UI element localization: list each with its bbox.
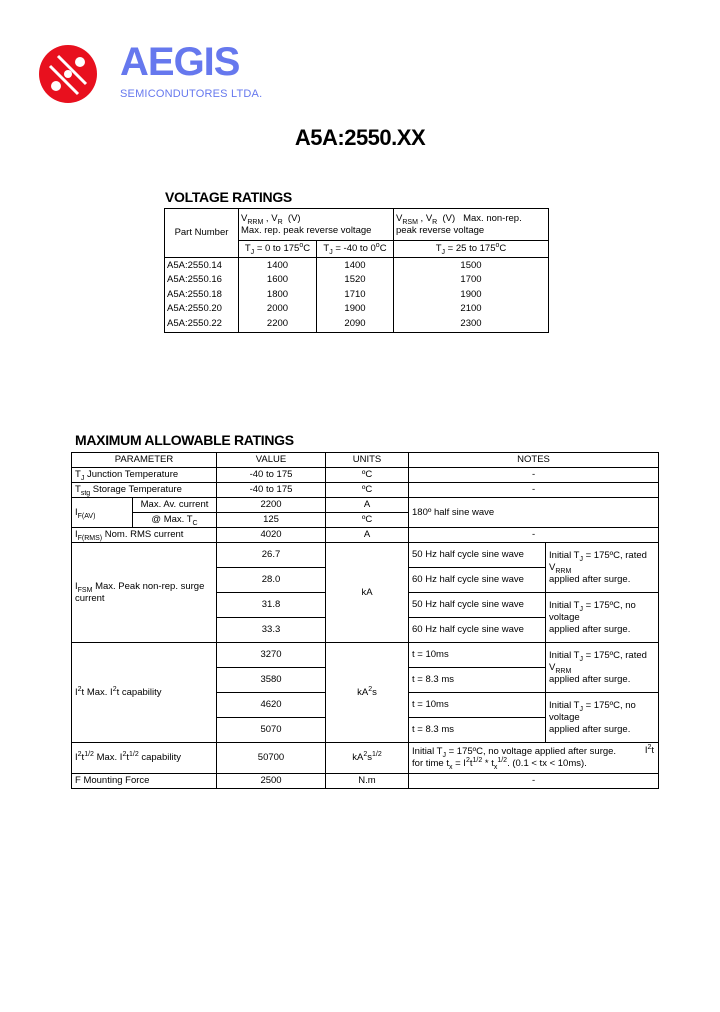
f-param: F Mounting Force: [72, 774, 217, 789]
tj-range-3: $T_J = 25$ to 175$^o$C: [394, 241, 549, 258]
parameter-header: PARAMETER: [72, 453, 217, 468]
vrsm-25-175-list: 1500 1700 1900 2100 2300: [394, 258, 549, 333]
ifav-note: 180º half sine wave: [409, 498, 659, 528]
max-ratings-table: [71, 452, 659, 789]
f-unit: N.m: [326, 774, 409, 789]
ifav-unit: A: [326, 498, 409, 513]
ifsm-param: $I_{FSM}$ Max. Peak non-rep. surge current: [72, 543, 217, 643]
f-value: 2500: [217, 774, 326, 789]
notes-header: NOTES: [409, 453, 659, 468]
voltage-ratings-table: [164, 208, 549, 333]
ifsm-cycle-4: 60 Hz half cycle sine wave: [409, 618, 546, 643]
vrsm-header: $V_{RSM}$ , $V_R$ (V) Max. non-rep. peak reverse voltage: [394, 209, 549, 241]
i2t-unit: $kA^2s$: [326, 643, 409, 743]
tstg-unit: ºC: [326, 483, 409, 498]
i2t-time-3: t = 10ms: [409, 693, 546, 718]
tstg-param: $T_{stg}$ Storage Temperature: [72, 483, 217, 498]
i2rt-value: 50700: [217, 743, 326, 774]
tj-range-1: $T_J = 0$ to 175$^o$C: [239, 241, 317, 258]
ifav-label: $I_{F(AV)}$: [72, 498, 133, 528]
vrrm-header: $V_{RRM}$ , $V_R$ (V) Max. rep. peak reverse voltage: [239, 209, 394, 241]
brand-name: AEGIS: [120, 40, 240, 84]
part-number-list: A5A:2550.14 A5A:2550.16 A5A:2550.18 A5A:2550.20 A5A:2550.22: [165, 258, 239, 333]
ifsm-value-1: 26.7: [217, 543, 326, 568]
tj-param: $T_J$ Junction Temperature: [72, 468, 217, 483]
brand-subtitle: SEMICONDUTORES LTDA.: [120, 88, 263, 100]
f-note: -: [409, 774, 659, 789]
i2t-value-1: 3270: [217, 643, 326, 668]
ifsm-value-3: 31.8: [217, 593, 326, 618]
i2t-note-1: Initial $T_J$ = 175ºC, rated $V_{RRM}$ applied after surge.: [546, 643, 659, 693]
tstg-note: -: [409, 483, 659, 498]
tj-note: -: [409, 468, 659, 483]
max-allowable-ratings-title: MAXIMUM ALLOWABLE RATINGS: [75, 432, 294, 448]
i2rt-param: $I^2t^{1/2}$ Max. $I^2t^{1/2}$ capability: [72, 743, 217, 774]
ifsm-cycle-3: 50 Hz half cycle sine wave: [409, 593, 546, 618]
ifav-tc-unit: ºC: [326, 513, 409, 528]
ifrms-unit: A: [326, 528, 409, 543]
i2t-value-4: 5070: [217, 718, 326, 743]
voltage-ratings-title: VOLTAGE RATINGS: [165, 189, 292, 205]
tj-range-2: $T_J = -40$ to 0$^o$C: [317, 241, 394, 258]
part-number-header: Part Number: [165, 209, 239, 258]
tj-value: -40 to 175: [217, 468, 326, 483]
ifav-value: 2200: [217, 498, 326, 513]
i2t-value-3: 4620: [217, 693, 326, 718]
ifrms-value: 4020: [217, 528, 326, 543]
ifrms-note: -: [409, 528, 659, 543]
units-header: UNITS: [326, 453, 409, 468]
ifsm-unit: kA: [326, 543, 409, 643]
vrrm-m40-0-list: 1400 1520 1710 1900 2090: [317, 258, 394, 333]
aegis-logo-icon: [38, 44, 98, 104]
i2t-time-4: t = 8.3 ms: [409, 718, 546, 743]
page-title: A5A:2550.XX: [294, 125, 426, 150]
i2rt-note: Initial $T_J$ = 175ºC, no voltage applied after surge. $I^2t$ for time $t_x = I^2t^{1/2} * t_x^{1/2}$. (0.1 < tx < 10ms).: [409, 743, 659, 774]
ifsm-cycle-2: 60 Hz half cycle sine wave: [409, 568, 546, 593]
ifsm-value-2: 28.0: [217, 568, 326, 593]
ifrms-param: $I_{F(RMS)}$ Nom. RMS current: [72, 528, 217, 543]
ifsm-note-2: Initial $T_J$ = 175ºC, no voltage applied after surge.: [546, 593, 659, 643]
tstg-value: -40 to 175: [217, 483, 326, 498]
ifav-max-av-current: Max. Av. current: [133, 498, 217, 513]
vrrm-0-175-list: 1400 1600 1800 2000 2200: [239, 258, 317, 333]
i2t-value-2: 3580: [217, 668, 326, 693]
ifsm-value-4: 33.3: [217, 618, 326, 643]
i2t-param: $I^2t$ Max. $I^2t$ capability: [72, 643, 217, 743]
i2t-time-2: t = 8.3 ms: [409, 668, 546, 693]
i2t-time-1: t = 10ms: [409, 643, 546, 668]
ifsm-note-1: Initial $T_J$ = 175ºC, rated $V_{RRM}$ applied after surge.: [546, 543, 659, 593]
i2t-note-2: Initial $T_J$ = 175ºC, no voltage applied after surge.: [546, 693, 659, 743]
ifav-max-tc: @ Max. $T_C$: [133, 513, 217, 528]
ifsm-cycle-1: 50 Hz half cycle sine wave: [409, 543, 546, 568]
value-header: VALUE: [217, 453, 326, 468]
ifav-tc-value: 125: [217, 513, 326, 528]
tj-unit: ºC: [326, 468, 409, 483]
i2rt-unit: $kA^2s^{1/2}$: [326, 743, 409, 774]
